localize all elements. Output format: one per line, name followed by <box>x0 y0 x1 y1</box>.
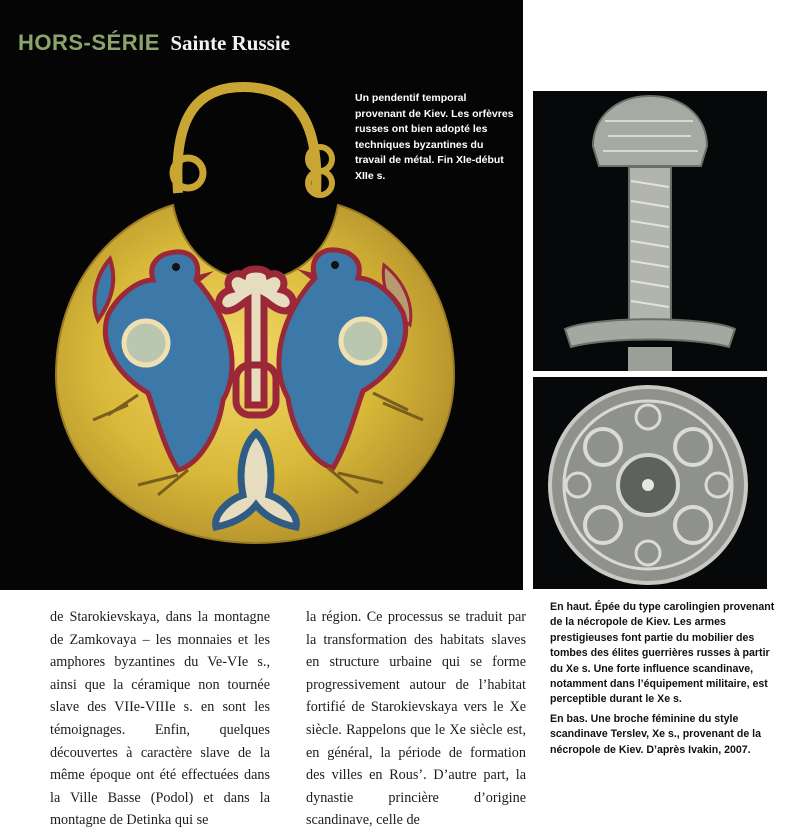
body-column-1 <box>50 606 270 832</box>
page-header <box>18 30 290 56</box>
body-column-2 <box>306 606 526 832</box>
body-text-col1: de Starokievskaya, dans la montagne de Zamkovaya – les monnaies et les amphores byzantines du Ve-VIe s., ainsi que la céramique non tournée slave des VIIe-VIIIe s. en sont les témoignages. Enfin, quelques découvertes à caractère slave de la même époque ont été effectuées dans la Ville Basse (Podol) et dans la montagne de Detinka qui se <box>50 609 270 829</box>
sword-caption <box>550 600 775 708</box>
sword-caption-text: En haut. Épée du type carolingien provenant de la nécropole de Kiev. Les armes prestigieuses font partie du mobilier des tombes des élites guerrières russes à partir du Xe s. Une forte influence scandinave, notamment dans l’équipement militaire, est perceptible durant le Xe s. <box>550 601 775 706</box>
series-label: HORS-SÉRIE <box>18 30 160 55</box>
filigree-brooch-image <box>533 377 767 589</box>
sword-photo <box>533 91 767 371</box>
body-text-col2: la région. Ce processus se traduit par la transformation des habitats slaves en structure urbaine qui se forme progressivement autour de l’habitat fortifié de Starokievskaya vers le Xe siècle. Rappelons que le Xe siècle est, en général, la période de formation des villes en Rous’. D’autre part, la dynastie princière d’origine scandinave, celle de <box>306 609 526 829</box>
brooch-photo <box>533 377 767 589</box>
pendant-caption: Un pendentif temporal provenant de Kiev. Les orfèvres russes ont bien adopté les techniques byzantines du travail de métal. Fin XIe-début XIIe s. <box>355 92 514 182</box>
sword-hilt-image <box>533 91 767 371</box>
brooch-caption-text: En bas. Une broche féminine du style scandinave Terslev, Xe s., provenant de la nécropole de Kiev. D’après Ivakin, 2007. <box>550 713 761 756</box>
topic-label: Sainte Russie <box>170 31 290 55</box>
brooch-caption <box>550 712 775 758</box>
